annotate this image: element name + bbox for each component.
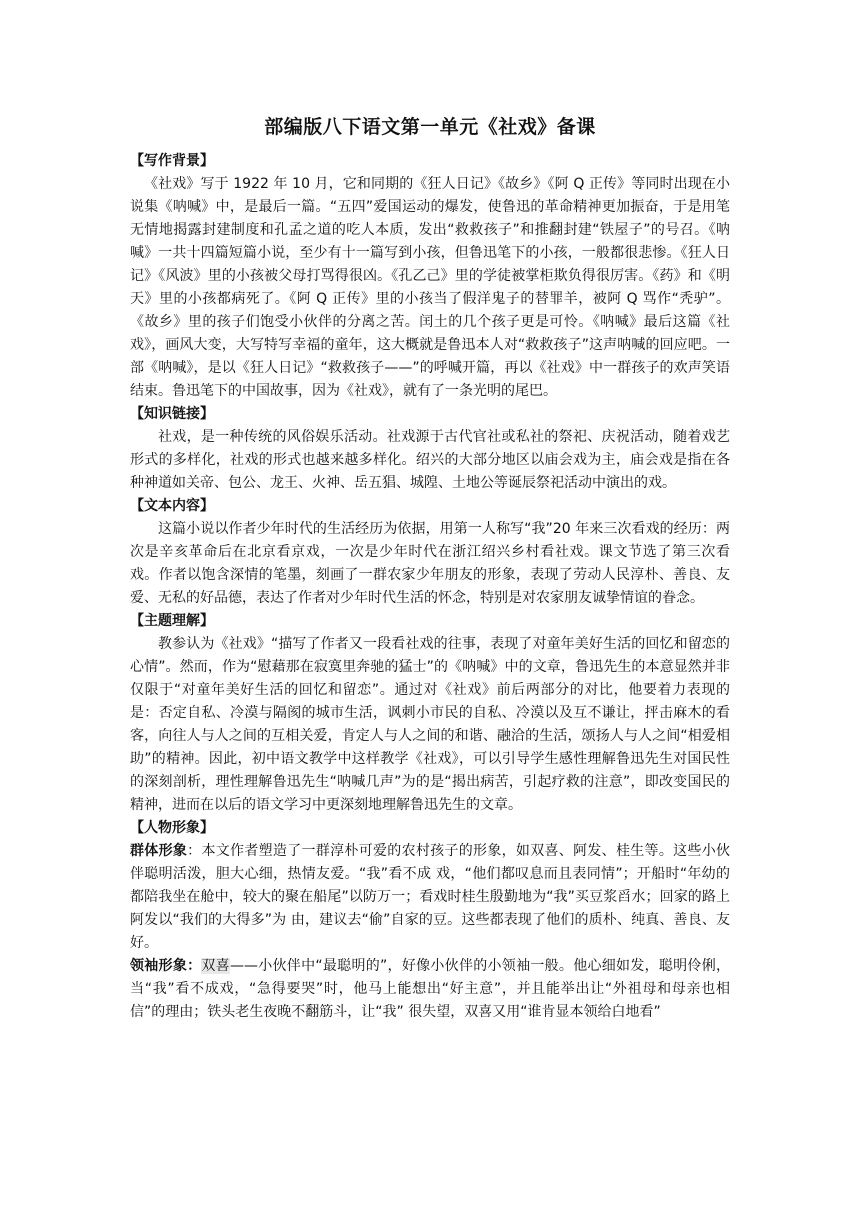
character-leader-text: ——小伙伴中“最聪明的”，好像小伙伴的小领袖一般。他心细如发，聪明伶俐，当“我”看不成戏，“急得要哭”时，他马上能想出“好主意”，并且能举出让“外祖母和母亲也相信”的理由；铁头老生夜晚不翻筋斗，让“我” 很失望，双喜又用“谁肯显本领给白地看”: [130, 958, 730, 1020]
section-text-knowledge-link: 社戏，是一种传统的风俗娱乐活动。社戏源于古代官社或私社的祭祀、庆祝活动，随着戏艺形式的多样化，社戏的形式也越来越多样化。绍兴的大部分地区以庙会戏为主，庙会戏是指在各种神道如关帝、包公、龙王、火神、岳五猖、城隍、土地公等诞辰祭祀活动中演出的戏。: [130, 429, 730, 491]
document-body: [130, 150, 730, 1024]
document-title: 部编版八下语文第一单元《社戏》备课: [264, 116, 596, 138]
section-text-writing-background: 《社戏》写于 1922 年 10 月，它和同期的《狂人日记》《故乡》《阿 Q 正传》等同时出现在小说集《呐喊》中，是最后一篇。“五四”爱国运动的爆发，使鲁迅的革命精神更加振奋，于是用笔无情地揭露封建制度和孔孟之道的吃人本质，发出“救救孩子”和推翻封建“铁屋子”的号召。《呐喊》一共十四篇短篇小说，至少有十一篇写到小孩，但鲁迅笔下的小孩，一般都很悲惨。《狂人日记》《风波》里的小孩被父母打骂得很凶。《孔乙己》里的学徒被掌柜欺负得很厉害。《药》和《明天》里的小孩都病死了。《阿 Q 正传》里的小孩当了假洋鬼子的替罪羊，被阿 Q 骂作“秃驴”。《故乡》里的孩子们饱受小伙伴的分离之苦。闰土的几个孩子更是可怜。《呐喊》最后这篇《社戏》，画风大变，大写特写幸福的童年，这大概就是鲁迅本人对“救救孩子”这声呐喊的回应吧。一部《呐喊》，是以《狂人日记》“救救孩子——”的呼喊开篇，再以《社戏》中一群孩子的欢声笑语结束。鲁迅笔下的中国故事，因为《社戏》，就有了一条光明的尾巴。: [130, 176, 730, 399]
character-group-label: 群体形象: [130, 843, 188, 859]
section-text-theme: 教参认为《社戏》“描写了作者又一段看社戏的往事，表现了对童年美好生活的回忆和留恋的心情”。然而，作为“慰藉那在寂寞里奔驰的猛士”的《呐喊》中的文章，鲁迅先生的本意显然并非仅限于“对童年美好生活的回忆和留恋”。通过对《社戏》前后两部分的对比，他要着力表现的是：否定自私、冷漠与隔阂的城市生活，讽刺小市民的自私、冷漠以及互不谦让，抨击麻木的看客，向往人与人之间的互相关爱，肯定人与人之间的和谐、融洽的生活，颂扬人与人之间“相爱相助”的精神。因此，初中语文教学中这样教学《社戏》，可以引导学生感性理解鲁迅先生对国民性的深刻剖析，理性理解鲁迅先生“呐喊几声”为的是“揭出病苦，引起疗救的注意”，即改变国民的精神，进而在以后的语文学习中更深刻地理解鲁迅先生的文章。: [130, 636, 730, 813]
section-heading-theme: 【主题理解】: [130, 613, 214, 629]
section-heading-text-content: 【文本内容】: [130, 498, 214, 514]
character-leader-name: 双喜: [201, 958, 230, 974]
section-heading-characters: 【人物形象】: [130, 820, 214, 836]
character-leader-paragraph: [130, 955, 730, 1024]
character-leader-separator: ：: [187, 958, 202, 974]
character-group-paragraph: [130, 840, 730, 955]
character-group-text: 本文作者塑造了一群淳朴可爱的农村孩子的形象，如双喜、阿发、桂生等。这些小伙伴聪明活泼，胆大心细，热情友爱。“我”看不成 戏，“他们都叹息而且表同情”；开船时“年幼的都陪我坐在舱中，较大的聚在船尾”以防万一；看戏时桂生殷勤地为“我”买豆浆舀水；回家的路上阿发以“我们的大得多”为 由，建议去“偷”自家的豆。这些都表现了他们的质朴、纯真、善良、友好。: [130, 843, 731, 951]
character-group-separator: ：: [187, 843, 202, 859]
section-heading-writing-background: 【写作背景】: [130, 153, 214, 169]
section-heading-knowledge-link: 【知识链接】: [130, 406, 214, 422]
character-leader-label: 领袖形象: [130, 958, 188, 974]
section-text-text-content: 这篇小说以作者少年时代的生活经历为依据，用第一人称写“我”20 年来三次看戏的经历：两次是辛亥革命后在北京看京戏，一次是少年时代在浙江绍兴乡村看社戏。课文节选了第三次看戏。作者以饱含深情的笔墨，刻画了一群农家少年朋友的形象，表现了劳动人民淳朴、善良、友爱、无私的好品德，表达了作者对少年时代生活的怀念，特别是对农家朋友诚挚情谊的眷念。: [130, 521, 730, 606]
